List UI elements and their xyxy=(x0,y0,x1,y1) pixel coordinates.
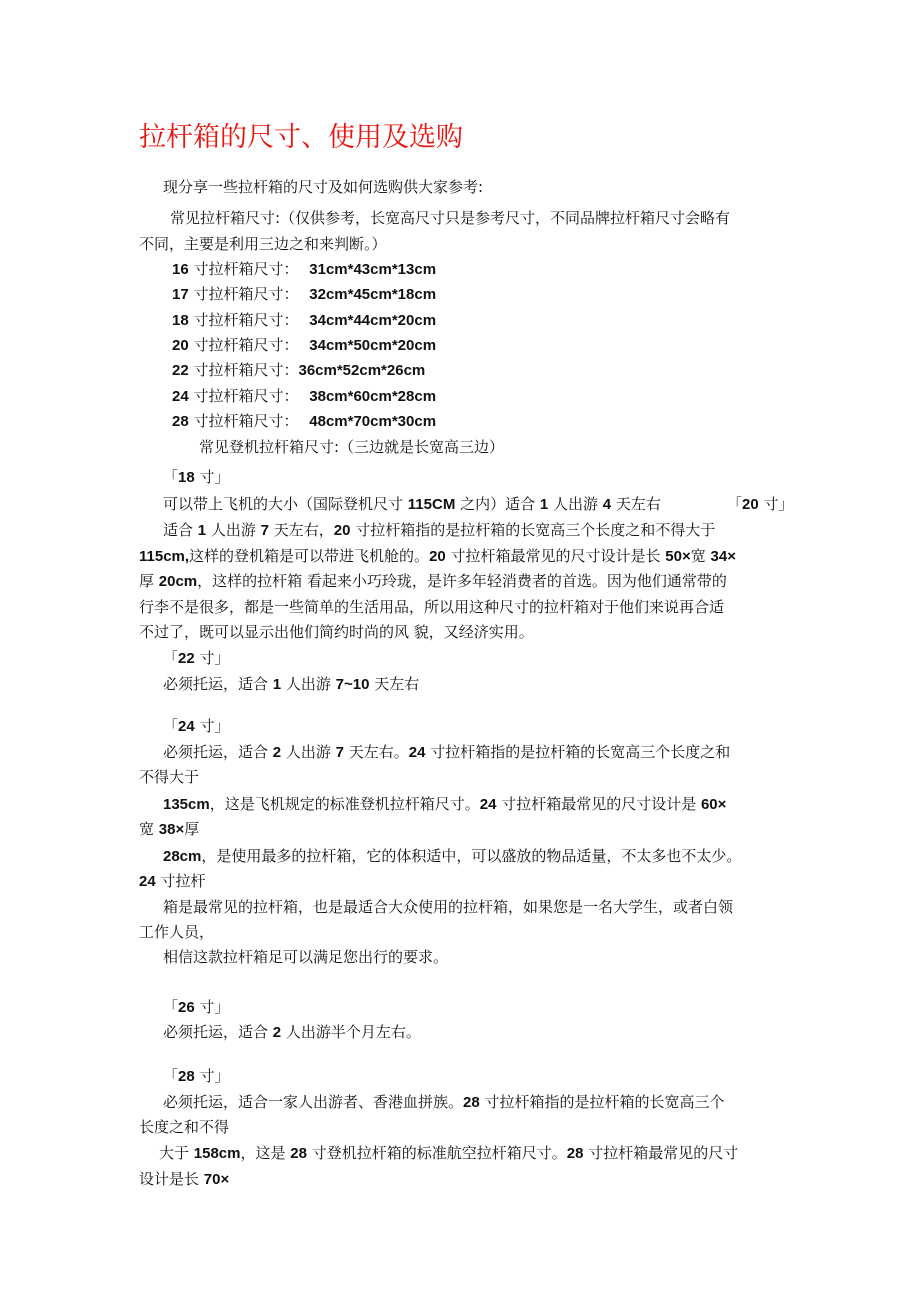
section-28-text: 长度之和不得 xyxy=(139,1118,230,1136)
section-20-text: 适合 1 人出游 7 天左右，20 寸拉杆箱指的是拉杆箱的长宽高三个长度之和不得大于 xyxy=(163,521,716,539)
section-28-text: 必须托运，适合一家人出游者、香港血拼族。28 寸拉杆箱指的是拉杆箱的长宽高三个 xyxy=(163,1093,725,1111)
size-row: 20 寸拉杆箱尺寸： 34cm*50cm*20cm xyxy=(172,336,437,354)
section-heading-24: 「24 寸」 xyxy=(163,717,230,735)
section-heading-18: 「18 寸」 xyxy=(163,468,230,486)
section-heading-26: 「26 寸」 xyxy=(163,998,230,1016)
section-heading-22: 「22 寸」 xyxy=(163,649,230,667)
section-28-text: 设计是长 70× xyxy=(139,1170,230,1188)
page-title: 拉杆箱的尺寸、使用及选购 xyxy=(139,122,463,153)
section-22-text: 必须托运，适合 1 人出游 7~10 天左右 xyxy=(163,675,420,693)
common-sizes-note-cont: 不同，主要是利用三边之和来判断。） xyxy=(139,235,387,253)
size-row: 24 寸拉杆箱尺寸： 38cm*60cm*28cm xyxy=(172,387,437,405)
intro-text: 现分享一些拉杆箱的尺寸及如何选购供大家参考: xyxy=(163,178,484,196)
section-24-text: 工作人员， xyxy=(139,923,215,941)
size-row: 22 寸拉杆箱尺寸：36cm*52cm*26cm xyxy=(172,361,426,379)
section-24-text: 必须托运，适合 2 人出游 7 天左右。24 寸拉杆箱指的是拉杆箱的长宽高三个长度之和 xyxy=(163,743,731,761)
section-24-text: 相信这款拉杆箱足可以满足您出行的要求。 xyxy=(163,948,449,966)
size-row: 17 寸拉杆箱尺寸： 32cm*45cm*18cm xyxy=(172,285,437,303)
section-heading-28: 「28 寸」 xyxy=(163,1067,230,1085)
section-26-text: 必须托运，适合 2 人出游半个月左右。 xyxy=(163,1023,421,1041)
size-row: 18 寸拉杆箱尺寸： 34cm*44cm*20cm xyxy=(172,311,437,329)
boarding-sizes-note: 常见登机拉杆箱尺寸:（三边就是长宽高三边） xyxy=(199,438,505,456)
section-heading-20: 「20 寸」 xyxy=(727,495,794,513)
section-24-text: 135cm，这是飞机规定的标准登机拉杆箱尺寸。24 寸拉杆箱最常见的尺寸设计是 60× xyxy=(163,795,727,813)
section-20-text: 行李不是很多，都是一些简单的生活用品，所以用这种尺寸的拉杆箱对于他们来说再合适 xyxy=(139,598,725,616)
common-sizes-note: 常见拉杆箱尺寸:（仅供参考，长宽高尺寸只是参考尺寸，不同品牌拉杆箱尺寸会略有 xyxy=(170,209,731,227)
size-row: 16 寸拉杆箱尺寸： 31cm*43cm*13cm xyxy=(172,260,437,278)
section-24-text: 不得大于 xyxy=(139,768,200,786)
section-20-text: 不过了，既可以显示出他们简约时尚的风 貌，又经济实用。 xyxy=(139,623,534,641)
section-24-text: 28cm，是使用最多的拉杆箱，它的体积适中，可以盛放的物品适量，不太多也不太少。 xyxy=(163,847,742,865)
section-24-text: 箱是最常见的拉杆箱，也是最适合大众使用的拉杆箱，如果您是一名大学生，或者白领 xyxy=(163,898,734,916)
section-28-text: 大于 158cm，这是 28 寸登机拉杆箱的标准航空拉杆箱尺寸。28 寸拉杆箱最常见的尺寸 xyxy=(159,1144,739,1162)
section-24-text: 宽 38×厚 xyxy=(139,820,200,838)
section-24-text: 24 寸拉杆 xyxy=(139,872,206,890)
section-18-text: 可以带上飞机的大小（国际登机尺寸 115CM 之内）适合 1 人出游 4 天左右 xyxy=(163,495,661,513)
size-row: 28 寸拉杆箱尺寸： 48cm*70cm*30cm xyxy=(172,412,437,430)
section-20-text: 115cm,这样的登机箱是可以带进飞机舱的。20 寸拉杆箱最常见的尺寸设计是长 50×宽 34× xyxy=(139,547,736,565)
section-20-text: 厚 20cm，这样的拉杆箱 看起来小巧玲珑，是许多年轻消费者的首选。因为他们通常带的 xyxy=(139,572,727,590)
